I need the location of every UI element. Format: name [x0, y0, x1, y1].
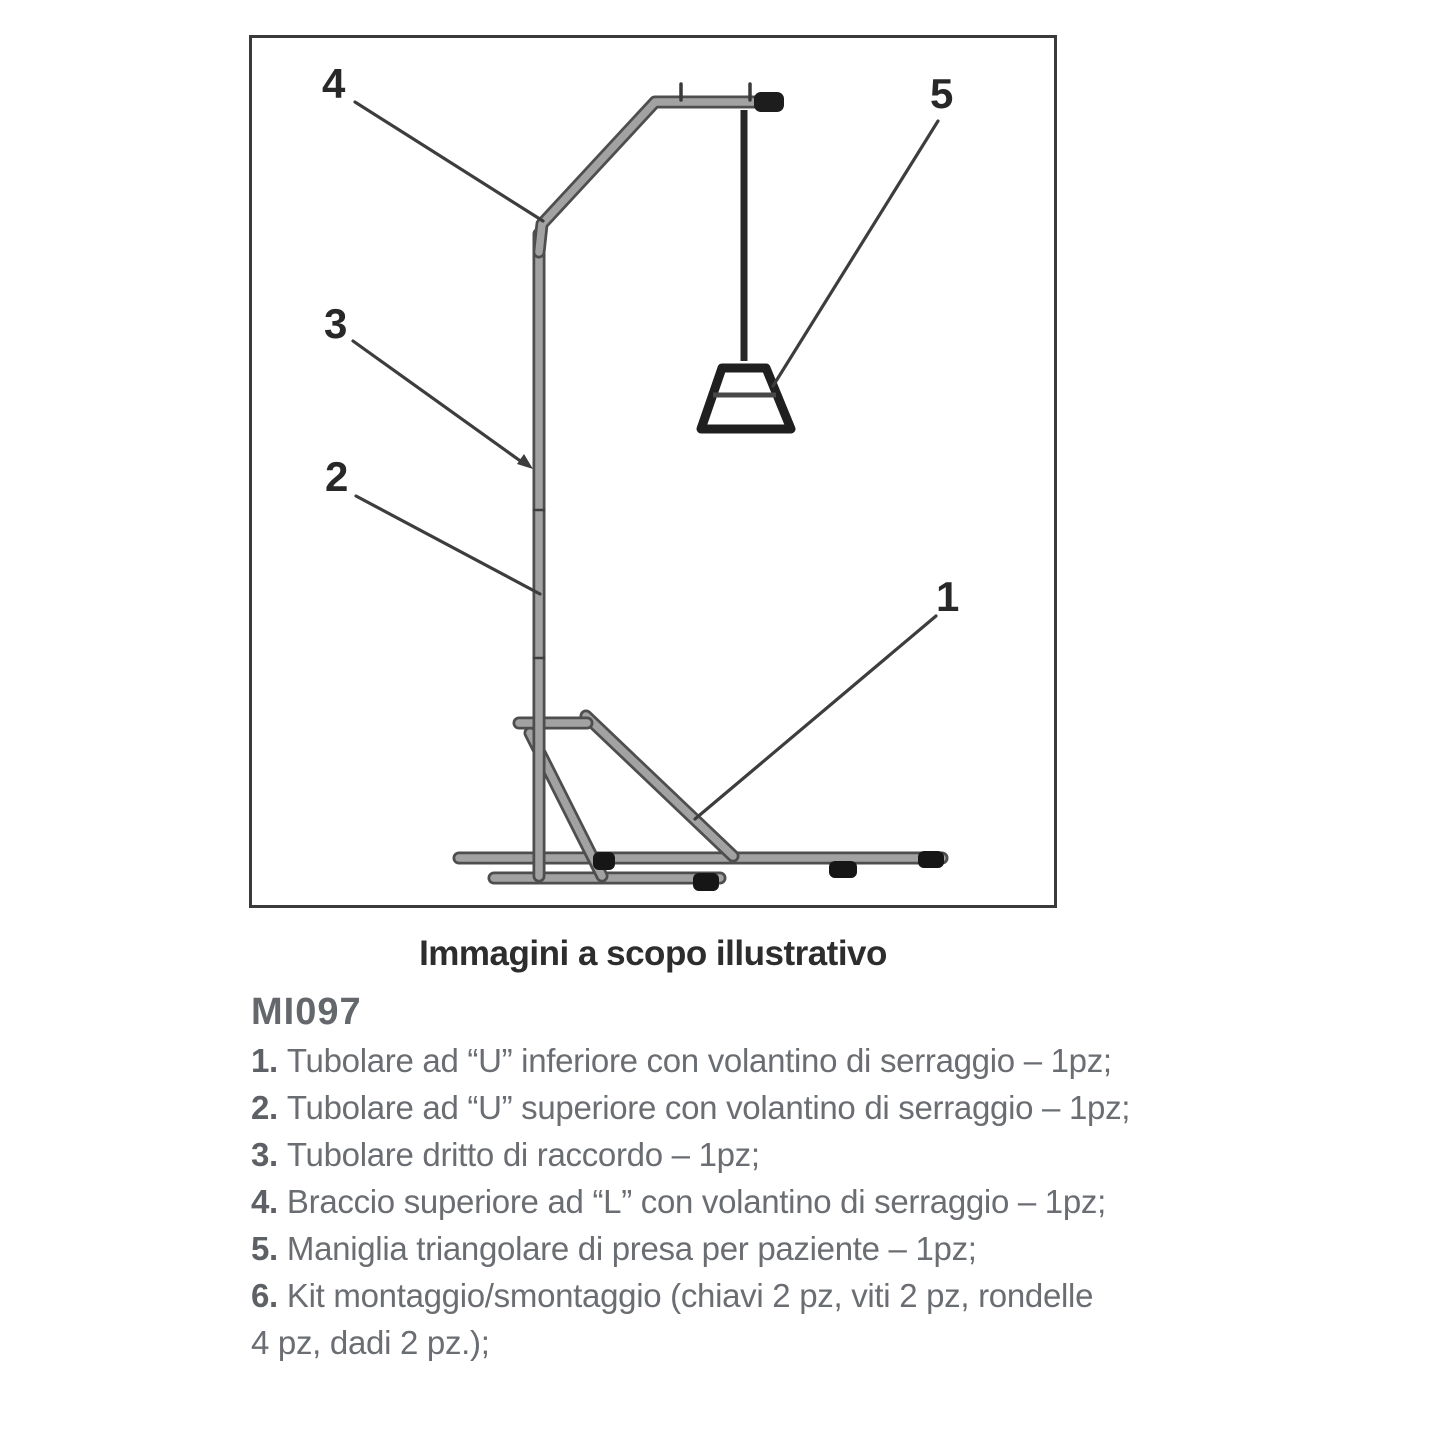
part-item-2: [251, 1084, 1311, 1131]
leader-line-4: [355, 102, 543, 221]
parts-list: [251, 1037, 1311, 1366]
arm-end-cap: [754, 92, 784, 112]
part-item-3: [251, 1131, 1311, 1178]
part-text: Kit montaggio/smontaggio (chiavi 2 pz, viti 2 pz, rondelle: [286, 1277, 1094, 1314]
part-text: Tubolare ad “U” inferiore con volantino di serraggio – 1pz;: [286, 1042, 1112, 1079]
figure-caption: Immagini a scopo illustrativo: [419, 934, 887, 973]
part-number: 1.: [251, 1042, 278, 1079]
part-text: 4 pz, dadi 2 pz.);: [251, 1324, 490, 1361]
part-item-6: [251, 1272, 1311, 1319]
part-item-1: [251, 1037, 1311, 1084]
callout-label-5: 5: [930, 70, 953, 117]
part-text: Braccio superiore ad “L” con volantino di serraggio – 1pz;: [286, 1183, 1106, 1220]
part-item-4: [251, 1178, 1311, 1225]
caster: [593, 852, 615, 870]
callout-label-1: 1: [936, 573, 959, 620]
callout-label-2: 2: [325, 453, 348, 500]
caster: [693, 873, 719, 891]
part-text: Maniglia triangolare di presa per paziente – 1pz;: [286, 1230, 977, 1267]
part-text: Tubolare ad “U” superiore con volantino di serraggio – 1pz;: [286, 1089, 1131, 1126]
leader-line-1: [695, 616, 936, 819]
caster: [918, 851, 944, 868]
part-item-5: [251, 1225, 1311, 1272]
leader-line-3: [353, 341, 526, 465]
upper-l-arm: [539, 102, 771, 252]
part-number: 2.: [251, 1089, 278, 1126]
part-number: 4.: [251, 1183, 278, 1220]
trapeze-stand-drawing: [252, 38, 1054, 905]
illustration-frame: [249, 35, 1057, 908]
part-number: 5.: [251, 1230, 278, 1267]
leader-line-5: [773, 121, 938, 386]
callout-label-3: 3: [324, 300, 347, 347]
leader-arrowhead-3: [517, 454, 533, 469]
caster: [829, 861, 857, 878]
product-code: MI097: [251, 991, 362, 1033]
part-number: 6.: [251, 1277, 278, 1314]
part-item-6-continuation: [251, 1319, 1311, 1366]
part-text: Tubolare dritto di raccordo – 1pz;: [286, 1136, 760, 1173]
leader-line-2: [356, 496, 540, 594]
part-number: 3.: [251, 1136, 278, 1173]
callout-label-4: 4: [322, 60, 345, 107]
